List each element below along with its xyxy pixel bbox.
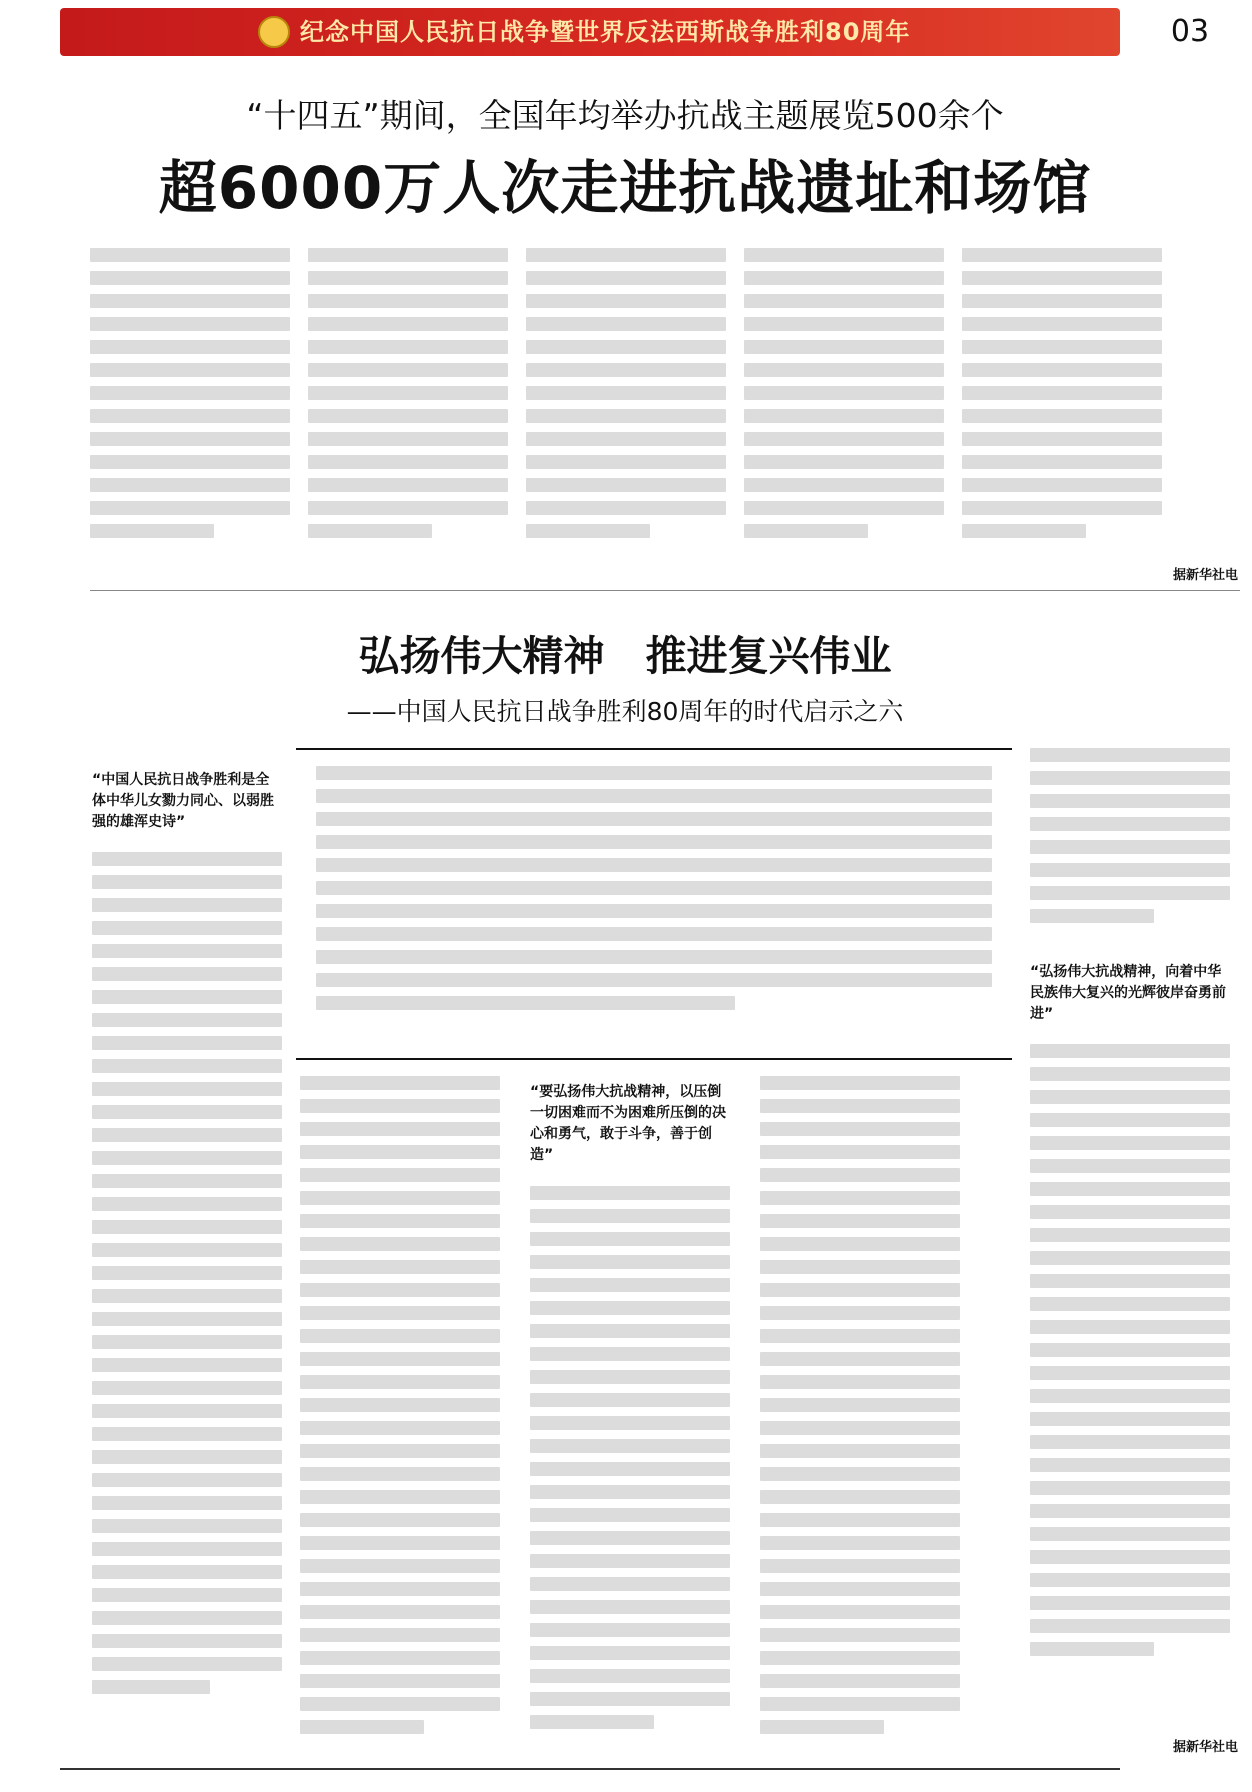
article2-column-4 bbox=[760, 1076, 960, 1752]
article2-lead-text bbox=[316, 766, 992, 1019]
section-divider bbox=[90, 590, 1240, 591]
article1-kicker: “十四五”期间，全国年均举办抗战主题展览500余个 bbox=[246, 96, 1004, 135]
article2-section-title-1: “中国人民抗日战争胜利是全体中华儿女勠力同心、以弱胜强的雄浑史诗” bbox=[92, 772, 274, 830]
page-number: 03 bbox=[1170, 14, 1210, 49]
article1-headline: 超6000万人次走进抗战遗址和场馆 bbox=[158, 154, 1092, 222]
article1-column-2 bbox=[308, 248, 508, 564]
banner-title: 纪念中国人民抗日战争暨世界反法西斯战争胜利80周年 bbox=[300, 18, 911, 46]
article2-headline: 弘扬伟大精神 推进复兴伟业 bbox=[358, 632, 892, 680]
article2-column-1 bbox=[92, 852, 282, 1752]
article2-lead-box bbox=[296, 748, 1012, 1060]
article2-section-title-3: “弘扬伟大抗战精神，向着中华民族伟大复兴的光辉彼岸奋勇前进” bbox=[1030, 964, 1226, 1022]
article1-column-5 bbox=[962, 248, 1162, 564]
article1-byline: 据新华社电 bbox=[1172, 568, 1238, 583]
page-header bbox=[0, 0, 1252, 64]
article1-column-1 bbox=[90, 248, 290, 564]
article2-byline: 据新华社电 bbox=[1172, 1740, 1238, 1755]
anniversary-emblem-icon bbox=[258, 16, 290, 48]
article2-column-5 bbox=[1030, 1044, 1230, 1720]
article1-column-3 bbox=[526, 248, 726, 564]
article2-section-title-2: “要弘扬伟大抗战精神，以压倒一切困难而不为困难所压倒的决心和勇气，敢于斗争，善于创造” bbox=[530, 1084, 726, 1163]
publication-date bbox=[70, 14, 250, 30]
article2-column-5-top bbox=[1030, 748, 1230, 948]
footer-rule bbox=[60, 1768, 1120, 1770]
editor-credits bbox=[70, 32, 250, 48]
article2-column-3 bbox=[530, 1186, 730, 1752]
article2-column-2 bbox=[300, 1076, 500, 1752]
article2-subhead: ——中国人民抗日战争胜利80周年的时代启示之六 bbox=[346, 697, 904, 726]
article1-column-4 bbox=[744, 248, 944, 564]
